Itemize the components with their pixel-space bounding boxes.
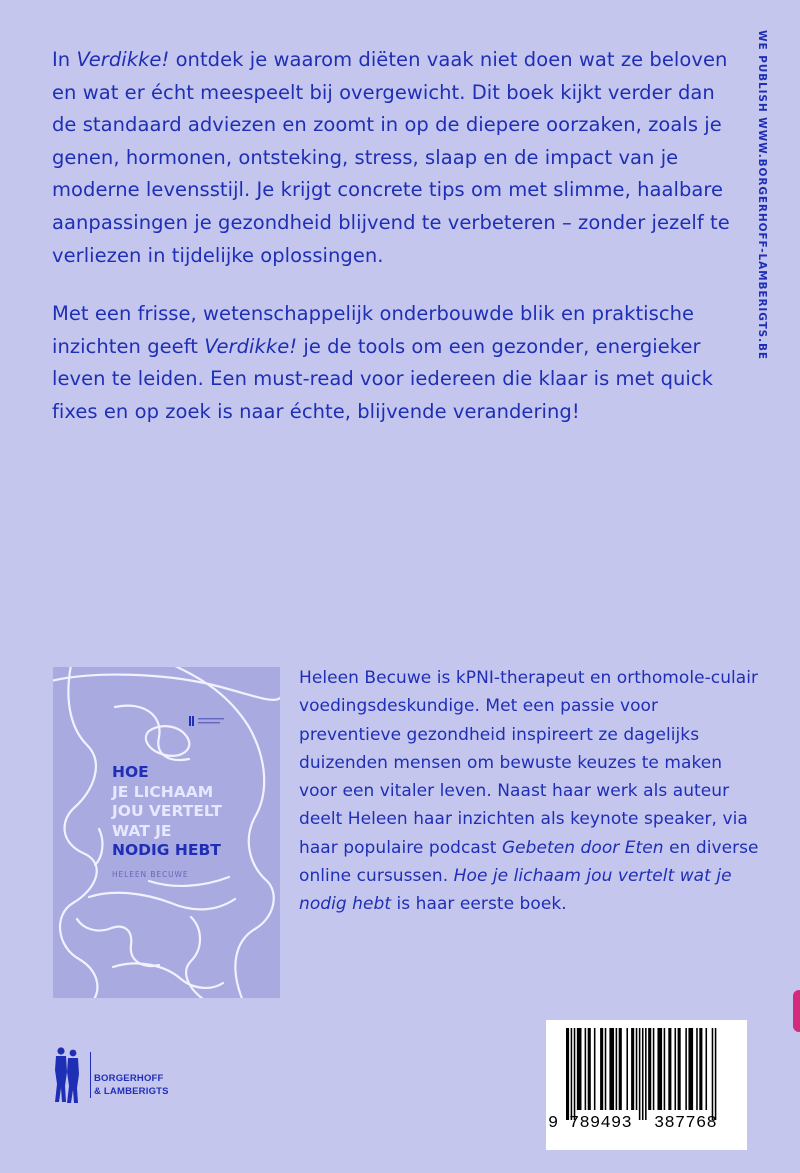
- barcode-bar: [605, 1028, 607, 1110]
- barcode-bar: [715, 1028, 717, 1120]
- barcode-bar: [574, 1028, 576, 1120]
- barcode-bar: [699, 1028, 702, 1110]
- barcode-bar: [657, 1028, 662, 1110]
- barcode-bar: [566, 1028, 569, 1120]
- cover-title-line-4: WAT JE: [112, 821, 172, 840]
- barcode-bar: [706, 1028, 708, 1110]
- book-title-emphasis: Verdikke!: [204, 334, 298, 358]
- two-figures-icon: [52, 1046, 82, 1106]
- barcode-bar: [642, 1028, 644, 1120]
- publisher-name: BORGERHOFF & LAMBERIGTS: [94, 1073, 169, 1097]
- edge-accent-tab: [793, 990, 800, 1032]
- barcode-bar: [639, 1028, 641, 1120]
- book-title-emphasis: Verdikke!: [76, 48, 170, 71]
- cover-title-line-3: JOU VERTELT: [112, 802, 222, 821]
- cover-title-line-2: JE LICHAAM: [112, 782, 214, 801]
- description-paragraph-2: Met een frisse, wetenschappelijk onderbouwde blik en praktische inzichten geeft Verdikke! je de tools om een gezonder, energieker leven te leiden. Een must-read voor iedereen die klaar is met quick fixes en op zoek is naar échte, blijvende verandering!: [52, 302, 713, 423]
- cover-author: HELEEN BECUWE: [112, 870, 189, 879]
- author-bio-paragraph: Heleen Becuwe is kPNI-therapeut en orthomole-culair voedingsdeskundige. Met een passie voor preventieve gezondheid inspireert ze dagelijks duizenden mensen om bewuste keuzes te maken voor een vitaler leven. Naast haar werk als auteur deelt Heleen haar inzichten als keynote speaker, via haar populaire podcast Gebeten door Eten en diverse online cursussen. Hoe je lichaam jou vertelt wat je nodig hebt is haar eerste boek.: [299, 668, 759, 915]
- logo-divider: [90, 1052, 91, 1098]
- barcode-bar: [571, 1028, 573, 1120]
- author-bio: [299, 664, 759, 919]
- book-title: Hoe je lichaam jou vertelt wat je nodig hebt: [299, 866, 732, 915]
- barcode-bar: [648, 1028, 651, 1110]
- barcode-bar: [619, 1028, 622, 1110]
- barcode-bar: [668, 1028, 671, 1110]
- barcode-bar: [594, 1028, 596, 1110]
- barcode-bar: [616, 1028, 618, 1110]
- barcode-bar: [645, 1028, 647, 1120]
- barcode-bar: [577, 1028, 582, 1110]
- barcode-bar: [585, 1028, 587, 1110]
- cover-title-line-5: NODIG HEBT: [112, 841, 221, 860]
- podcast-title: Gebeten door Eten: [501, 837, 664, 858]
- barcode-bar: [588, 1028, 591, 1110]
- description-paragraph-1: In Verdikke! ontdek je waarom diëten vaak niet doen wat ze beloven en wat er écht meespeelt bij overgewicht. Dit boek kijkt verder dan de standaard adviezen en zoomt in op de diepere oorzaken, zoals je genen, hormonen, ontsteking, stress, slaap en de impact van je moderne levensstijl. Je krijgt concrete tips om met slimme, haalbare aanpassingen je gezondheid blijvend te verbeteren – zonder jezelf te verliezen in tijdelijke oplossingen.: [52, 48, 730, 267]
- description: [52, 44, 742, 429]
- isbn-group-1: 789493: [569, 1114, 633, 1133]
- barcode-bar: [678, 1028, 681, 1110]
- barcode-bar: [696, 1028, 698, 1110]
- isbn-group-2: 387768: [654, 1114, 718, 1133]
- barcode-bar: [664, 1028, 666, 1110]
- barcode-bar: [712, 1028, 714, 1120]
- barcode-bar: [653, 1028, 655, 1110]
- mini-publisher-logo: [189, 715, 225, 727]
- isbn-lead-digit: 9: [548, 1114, 559, 1133]
- barcode-bar: [600, 1028, 603, 1110]
- publisher-url: WE PUBLISH WWW.BORGERHOFF-LAMBERIGTS.BE: [756, 30, 768, 360]
- barcode-bar: [688, 1028, 693, 1110]
- barcode-bar: [685, 1028, 687, 1110]
- barcode-bar: [675, 1028, 677, 1110]
- cover-title: [112, 763, 222, 861]
- barcode: [546, 1020, 747, 1150]
- barcode-bar: [609, 1028, 614, 1110]
- barcode-bars: [560, 1028, 735, 1120]
- barcode-bar: [636, 1028, 638, 1110]
- cover-title-line-1: HOE: [112, 763, 149, 781]
- barcode-bar: [626, 1028, 628, 1110]
- barcode-bar: [631, 1028, 634, 1110]
- book-cover-thumbnail: [53, 667, 280, 998]
